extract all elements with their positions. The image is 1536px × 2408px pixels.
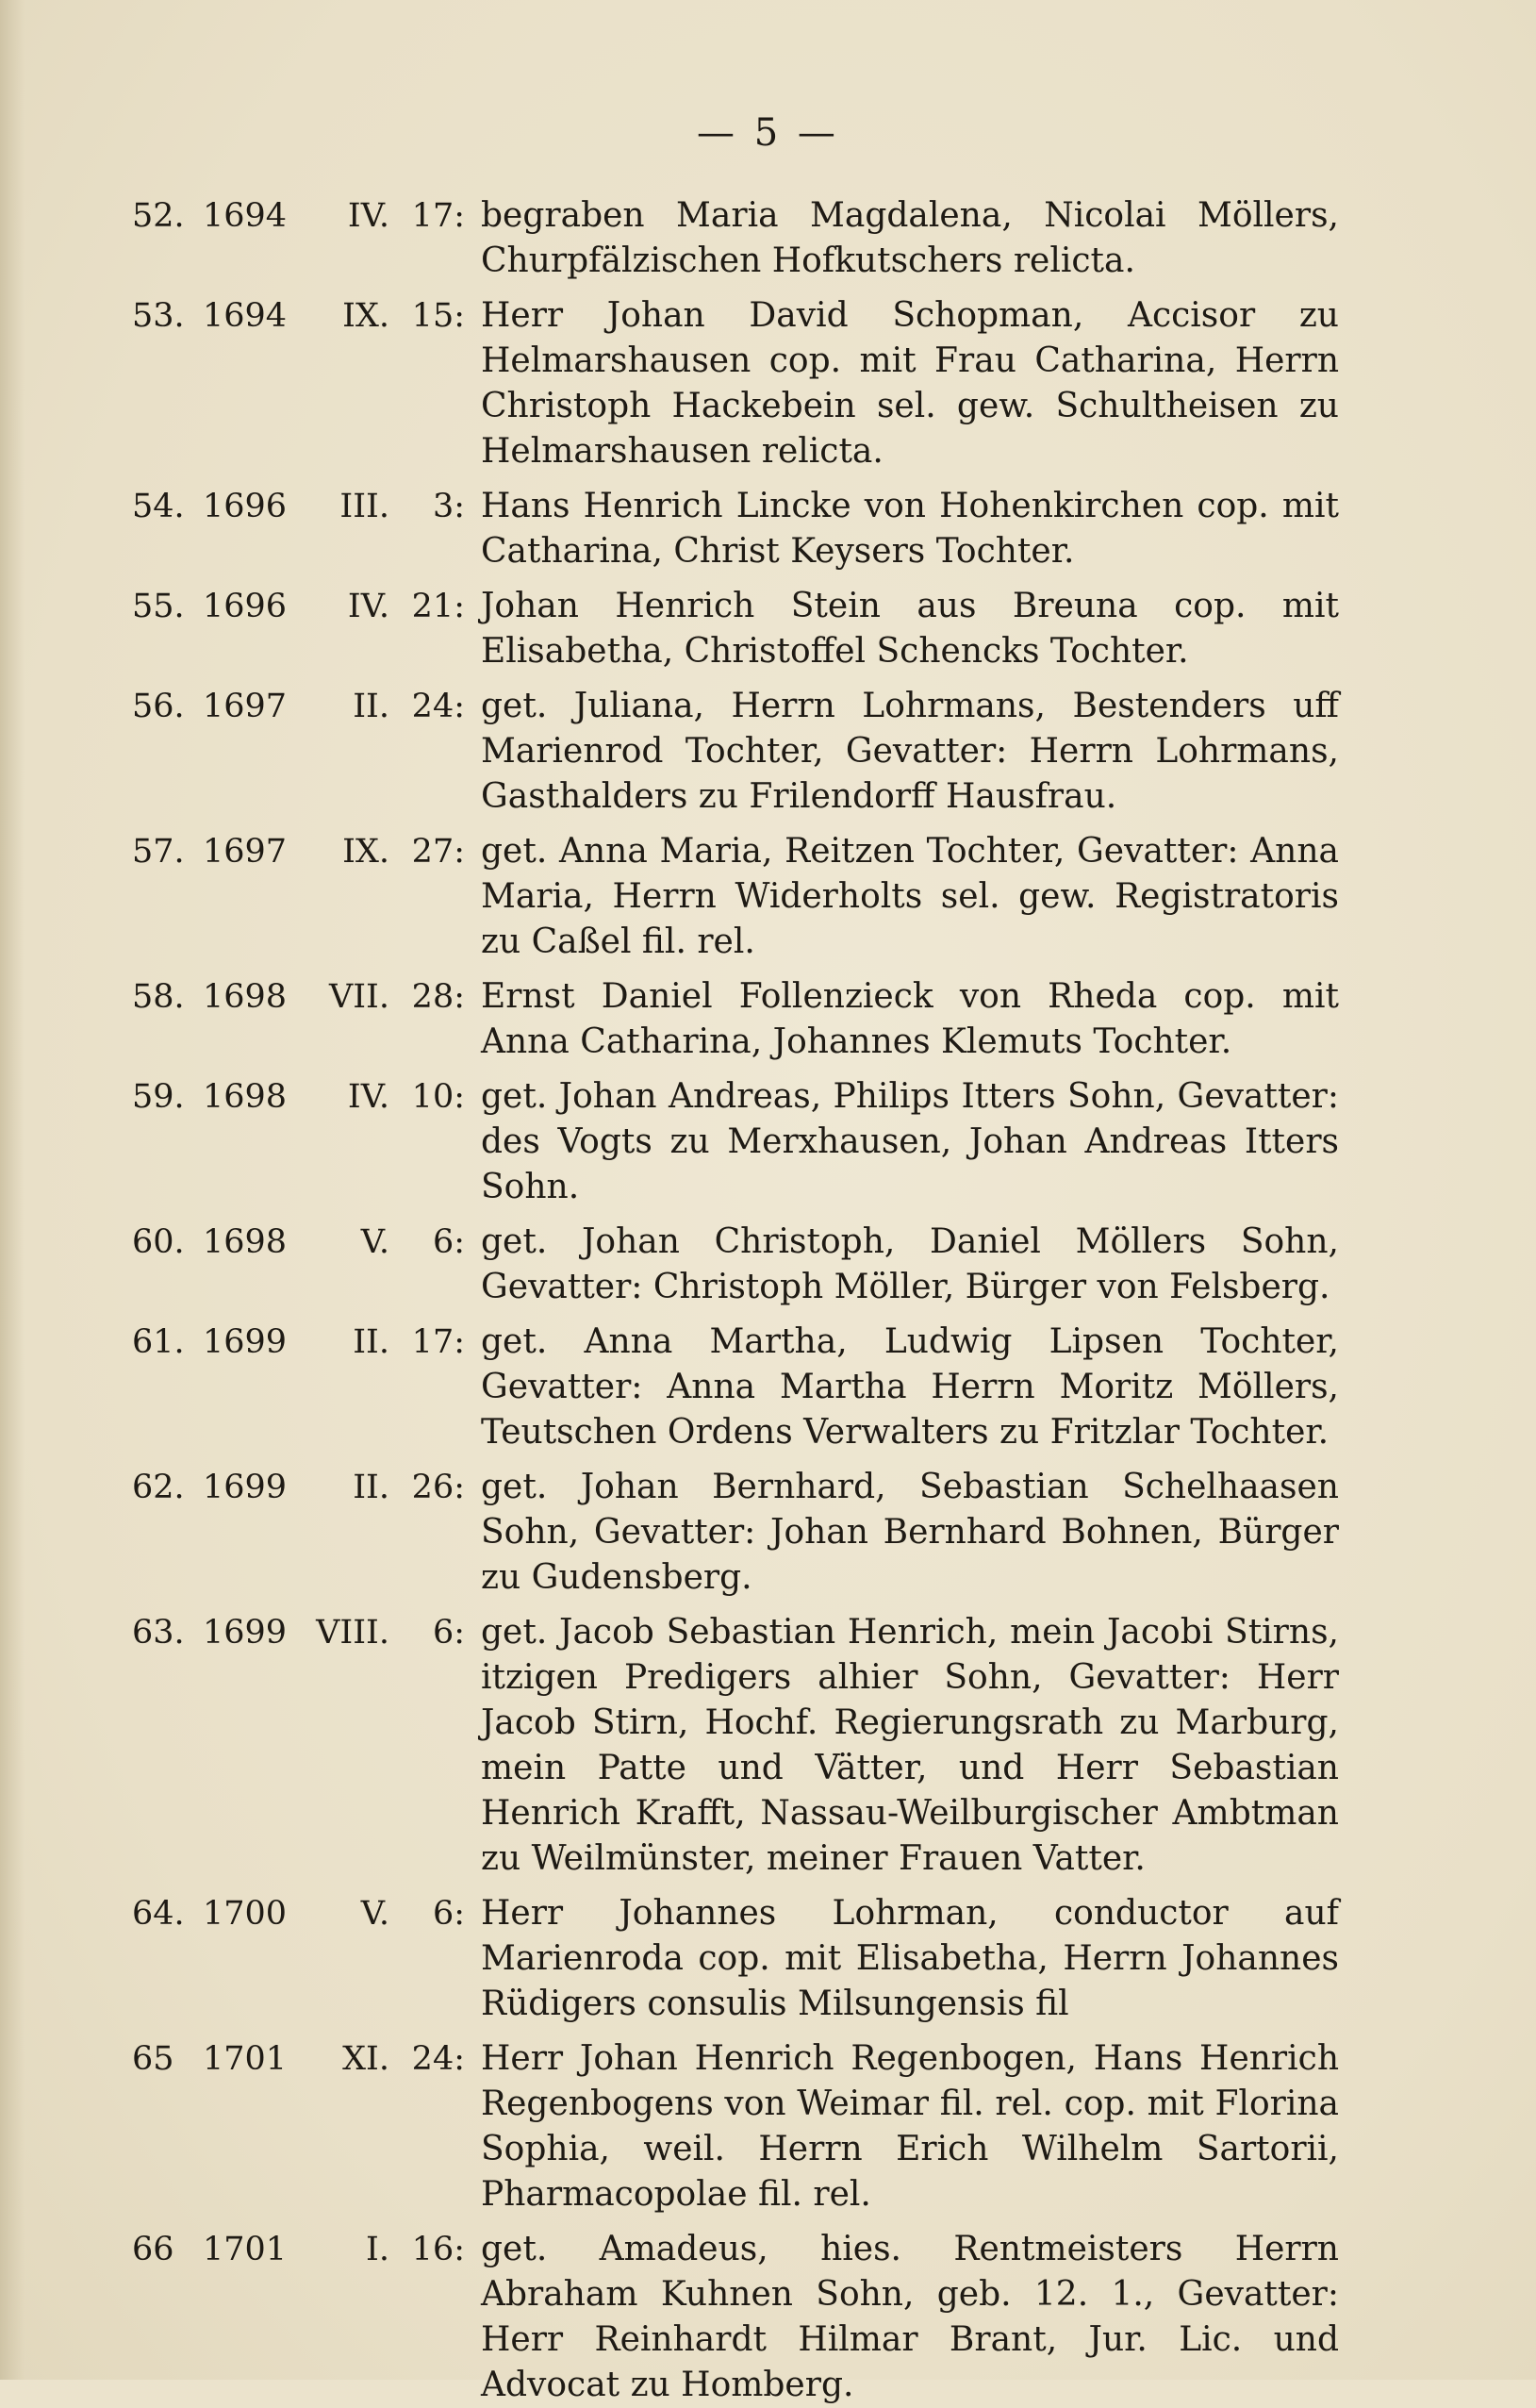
entry-58 xyxy=(132,974,1339,1065)
entry-reference xyxy=(132,1320,481,1365)
entry-number: 59. xyxy=(132,1078,185,1116)
entry-reference xyxy=(132,974,481,1020)
entry-month: VII. xyxy=(328,978,389,1016)
entry-66 xyxy=(132,2227,1339,2408)
entry-reference xyxy=(132,193,481,239)
entry-year: 1699 xyxy=(203,1323,288,1361)
entry-month: IV. xyxy=(347,197,389,235)
entry-text: get. Juliana, Herrn Lohrmans, Bestenders uff Marienrod Tochter, Gevatter: Herrn Lohrmans, Gasthalders zu Frilendorff Hausfrau. xyxy=(481,687,1339,816)
entry-number: 57. xyxy=(132,833,185,871)
entry-text: Ernst Daniel Follenzieck von Rheda cop. mit Anna Catharina, Johannes Klemuts Tochter. xyxy=(481,977,1339,1061)
entry-text: Johan Henrich Stein aus Breuna cop. mit Elisabetha, Christoffel Schencks Tochter. xyxy=(481,587,1339,671)
entry-year: 1699 xyxy=(203,1469,288,1506)
entry-year: 1701 xyxy=(203,2231,288,2268)
entry-day: 24: xyxy=(411,688,465,725)
entry-text: get. Johan Bernhard, Sebastian Schelhaasen Sohn, Gevatter: Johan Bernhard Bohnen, Bürger zu Gudensberg. xyxy=(481,1468,1339,1597)
entry-day: 26: xyxy=(411,1469,465,1506)
entry-61 xyxy=(132,1320,1339,1455)
entry-day: 17: xyxy=(411,1323,465,1361)
entry-month: IX. xyxy=(342,297,389,335)
entry-text: get. Jacob Sebastian Henrich, mein Jacobi Stirns, itzigen Predigers alhier Sohn, Gevatter: Herr Jacob Stirn, Hochf. Regierungsrath zu Marburg, mein Patte und Vätter, und Herr Sebastian Henrich Krafft, Nassau-Weilburgischer Ambtman zu Weilmünster, meiner Frauen Vatter. xyxy=(481,1613,1339,1878)
entry-day: 6: xyxy=(432,1223,465,1261)
entry-month: IV. xyxy=(347,588,389,625)
entry-number: 66 xyxy=(132,2231,174,2268)
entry-64 xyxy=(132,1891,1339,2027)
entry-number: 58. xyxy=(132,978,185,1016)
entry-number: 63. xyxy=(132,1614,185,1652)
entry-day: 16: xyxy=(411,2231,465,2268)
entry-month: I. xyxy=(366,2231,389,2268)
entry-month: XI. xyxy=(342,2040,389,2078)
entry-56 xyxy=(132,684,1339,820)
entry-year: 1698 xyxy=(203,1223,288,1261)
entry-day: 6: xyxy=(432,1895,465,1933)
entry-year: 1698 xyxy=(203,1078,288,1116)
entry-month: II. xyxy=(353,1469,389,1506)
entry-month: V. xyxy=(360,1223,389,1261)
entry-year: 1697 xyxy=(203,833,288,871)
entry-month: II. xyxy=(353,1323,389,1361)
entry-number: 52. xyxy=(132,197,185,235)
entry-year: 1699 xyxy=(203,1614,288,1652)
entry-60 xyxy=(132,1220,1339,1310)
entry-reference xyxy=(132,684,481,729)
entry-number: 61. xyxy=(132,1323,185,1361)
entry-day: 28: xyxy=(411,978,465,1016)
entry-54 xyxy=(132,484,1339,574)
entry-month: V. xyxy=(360,1895,389,1933)
entry-reference xyxy=(132,484,481,529)
entry-number: 54. xyxy=(132,488,185,525)
page-number: — 5 — xyxy=(697,111,839,155)
entry-text: get. Anna Maria, Reitzen Tochter, Gevatter: Anna Maria, Herrn Widerholts sel. gew. Registratoris zu Caßel fil. rel. xyxy=(481,832,1339,961)
entry-reference xyxy=(132,829,481,874)
entry-text: begraben Maria Magdalena, Nicolai Möllers, Churpfälzischen Hofkutschers relicta. xyxy=(481,196,1339,280)
entry-text: Hans Henrich Lincke von Hohenkirchen cop. mit Catharina, Christ Keysers Tochter. xyxy=(481,487,1339,571)
entry-reference xyxy=(132,1891,481,1936)
entry-year: 1696 xyxy=(203,588,288,625)
entry-reference xyxy=(132,2036,481,2082)
entry-day: 6: xyxy=(432,1614,465,1652)
entry-reference xyxy=(132,1465,481,1510)
entry-number: 64. xyxy=(132,1895,185,1933)
entry-day: 27: xyxy=(411,833,465,871)
entry-year: 1696 xyxy=(203,488,288,525)
entry-reference xyxy=(132,1074,481,1120)
entry-59 xyxy=(132,1074,1339,1210)
entry-reference xyxy=(132,1220,481,1265)
entry-text: get. Anna Martha, Ludwig Lipsen Tochter, Gevatter: Anna Martha Herrn Moritz Möllers, Teutschen Ordens Verwalters zu Fritzlar Tochter. xyxy=(481,1322,1339,1452)
entry-text: Herr Johannes Lohrman, conductor auf Marienroda cop. mit Elisabetha, Herrn Johannes Rüdigers consulis Milsungensis fil xyxy=(481,1894,1339,2023)
entry-year: 1698 xyxy=(203,978,288,1016)
entry-number: 55. xyxy=(132,588,185,625)
entry-year: 1697 xyxy=(203,688,288,725)
entry-day: 3: xyxy=(432,488,465,525)
entry-month: II. xyxy=(353,688,389,725)
entry-text: Herr Johan Henrich Regenbogen, Hans Henrich Regenbogens von Weimar fil. rel. cop. mit Florina Sophia, weil. Herrn Erich Wilhelm Sartorii, Pharmacopolae fil. rel. xyxy=(481,2039,1339,2214)
entry-number: 62. xyxy=(132,1469,185,1506)
entry-year: 1701 xyxy=(203,2040,288,2078)
entry-year: 1694 xyxy=(203,297,288,335)
entry-day: 17: xyxy=(411,197,465,235)
entry-52 xyxy=(132,193,1339,284)
entry-number: 65 xyxy=(132,2040,174,2078)
entry-number: 53. xyxy=(132,297,185,335)
entry-reference xyxy=(132,584,481,629)
entry-57 xyxy=(132,829,1339,965)
entry-month: III. xyxy=(339,488,389,525)
entry-number: 60. xyxy=(132,1223,185,1261)
entry-reference xyxy=(132,1610,481,1655)
entry-text: get. Johan Christoph, Daniel Möllers Sohn, Gevatter: Christoph Möller, Bürger von Felsberg. xyxy=(481,1222,1339,1306)
entry-year: 1700 xyxy=(203,1895,288,1933)
binding-edge-shadow xyxy=(0,0,25,2380)
entry-text: get. Amadeus, hies. Rentmeisters Herrn Abraham Kuhnen Sohn, geb. 12. 1., Gevatter: Herr Reinhardt Hilmar Brant, Jur. Lic. und Advocat zu Homberg. xyxy=(481,2230,1339,2404)
entry-month: VIII. xyxy=(316,1614,389,1652)
entry-63 xyxy=(132,1610,1339,1882)
register-entries xyxy=(132,193,1339,2408)
entry-53 xyxy=(132,293,1339,474)
entry-text: Herr Johan David Schopman, Accisor zu Helmarshausen cop. mit Frau Catharina, Herrn Christoph Hackebein sel. gew. Schultheisen zu Helmarshausen relicta. xyxy=(481,296,1339,471)
entry-day: 15: xyxy=(411,297,465,335)
entry-number: 56. xyxy=(132,688,185,725)
entry-55 xyxy=(132,584,1339,674)
entry-65 xyxy=(132,2036,1339,2217)
entry-reference xyxy=(132,2227,481,2272)
entry-month: IV. xyxy=(347,1078,389,1116)
entry-text: get. Johan Andreas, Philips Itters Sohn, Gevatter: des Vogts zu Merxhausen, Johan Andreas Itters Sohn. xyxy=(481,1077,1339,1206)
entry-month: IX. xyxy=(342,833,389,871)
entry-day: 10: xyxy=(411,1078,465,1116)
entry-day: 24: xyxy=(411,2040,465,2078)
entry-year: 1694 xyxy=(203,197,288,235)
entry-day: 21: xyxy=(411,588,465,625)
entry-reference xyxy=(132,293,481,339)
entry-62 xyxy=(132,1465,1339,1601)
